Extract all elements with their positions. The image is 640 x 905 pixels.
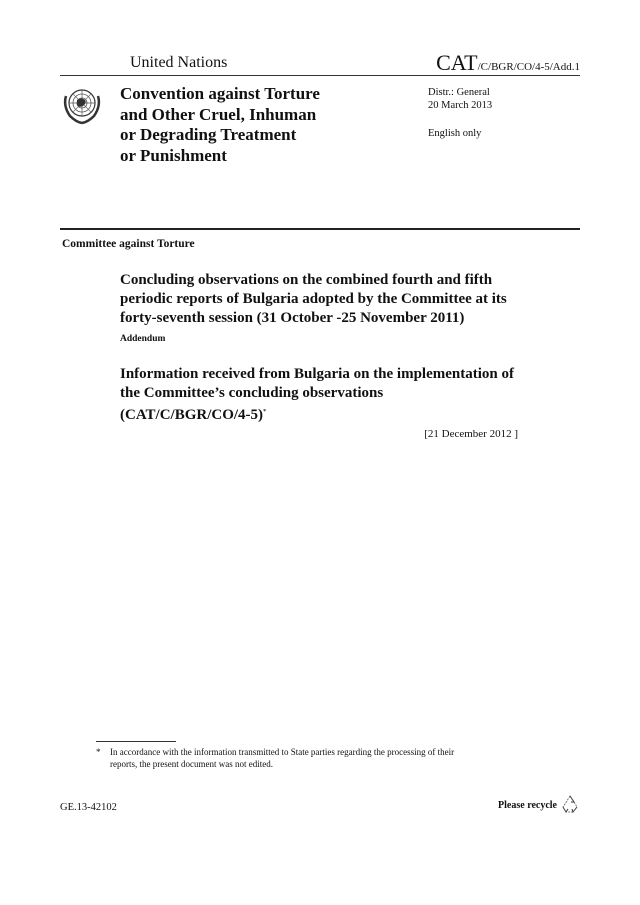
addendum-label: Addendum xyxy=(120,334,166,344)
footnote-text-line2: reports, the present document was not edited. xyxy=(110,759,273,769)
convention-title-line: or Degrading Treatment xyxy=(120,125,297,144)
heading-line: forty-seventh session (31 October -25 November 2011) xyxy=(120,310,465,326)
heading-line: periodic reports of Bulgaria adopted by the Committee at its xyxy=(120,291,507,307)
footnote-mark: * xyxy=(96,747,101,757)
received-date: [21 December 2012 ] xyxy=(424,428,518,440)
recycle-notice xyxy=(498,794,580,817)
distribution: Distr.: General xyxy=(428,87,490,98)
header-rule xyxy=(60,75,580,76)
recycle-icon xyxy=(560,794,580,817)
recycle-label: Please recycle xyxy=(498,800,557,811)
issue-date: 20 March 2013 xyxy=(428,100,493,111)
section-rule xyxy=(60,228,580,230)
convention-title-line: Convention against Torture xyxy=(120,84,320,103)
symbol-suffix: /C/BGR/CO/4-5/Add.1 xyxy=(477,61,580,73)
heading-line: Information received from Bulgaria on the implementation of xyxy=(120,366,514,382)
sub-heading xyxy=(120,365,540,425)
footnote-reference[interactable]: * xyxy=(263,409,267,415)
main-heading xyxy=(120,271,540,328)
footnote-text-line1: In accordance with the information transmitted to State parties regarding the processing of their xyxy=(110,747,455,757)
footnote-rule xyxy=(96,741,176,742)
heading-line: Concluding observations on the combined fourth and fifth xyxy=(120,272,493,288)
job-number: GE.13-42102 xyxy=(60,802,117,813)
distribution-block xyxy=(428,86,492,112)
language: English only xyxy=(428,128,482,139)
committee-name: Committee against Torture xyxy=(62,238,195,250)
heading-line: the Committee’s concluding observations xyxy=(120,385,384,401)
heading-line xyxy=(120,403,540,425)
convention-title-line: or Punishment xyxy=(120,145,227,165)
footnote xyxy=(96,746,516,770)
document-symbol xyxy=(436,50,580,76)
convention-title xyxy=(120,84,400,166)
un-emblem-icon xyxy=(60,82,104,126)
organization-name: United Nations xyxy=(130,54,228,71)
heading-line-text: (CAT/C/BGR/CO/4-5) xyxy=(120,407,264,423)
symbol-prefix: CAT xyxy=(436,50,478,75)
convention-title-line: and Other Cruel, Inhuman xyxy=(120,104,317,124)
